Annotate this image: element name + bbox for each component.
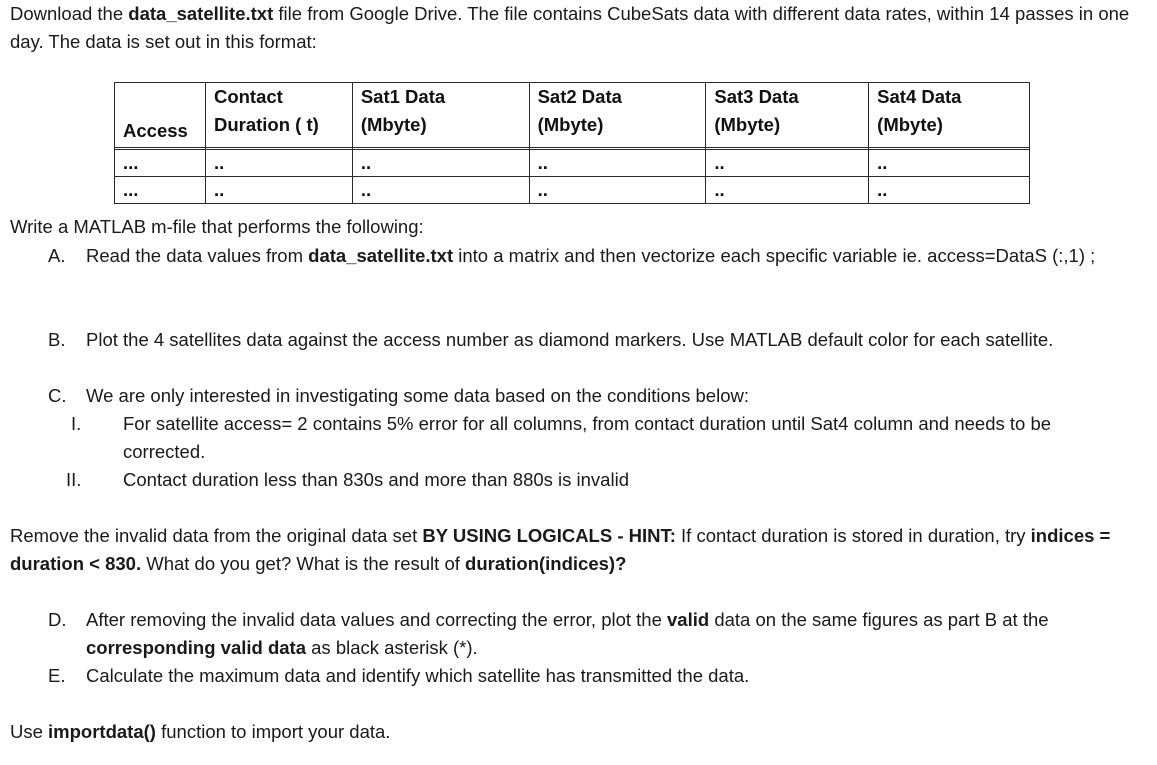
table-cell: .. — [529, 177, 706, 204]
footer-note: Use importdata() function to import your data. — [10, 721, 391, 742]
table-cell: .. — [205, 150, 352, 177]
item-c-ii-text: Contact duration less than 830s and more than 880s is invalid — [123, 469, 629, 490]
header-sat3: Sat3 Data (Mbyte) — [706, 83, 869, 148]
header-access: Access — [115, 83, 206, 148]
intro-text-2: file from Google Drive. The file contains CubeSats data with different data rates, within 14 passes in one day. The data is set out in this format: — [10, 3, 1130, 52]
item-b-text: Plot the 4 satellites data against the access number as diamond markers. Use MATLAB default color for each satellite. — [86, 329, 1054, 350]
item-c-ii-label: II. — [66, 469, 82, 490]
table-row — [115, 177, 1030, 204]
table-cell: ... — [115, 177, 206, 204]
item-e-text: Calculate the maximum data and identify which satellite has transmitted the data. — [86, 665, 750, 686]
header-sat4: Sat4 Data (Mbyte) — [869, 83, 1030, 148]
table-header-row — [115, 83, 1030, 148]
table-cell: .. — [869, 150, 1030, 177]
item-e-label: E. — [48, 665, 66, 686]
item-c-text: We are only interested in investigating some data based on the conditions below: — [86, 385, 749, 406]
item-d-label: D. — [48, 609, 67, 630]
table-row — [115, 150, 1030, 177]
item-d-text: After removing the invalid data values and correcting the error, plot the valid data on the same figures as part B at the corresponding valid data as black asterisk (*). — [86, 609, 1049, 658]
table-cell: .. — [205, 177, 352, 204]
item-c-label: C. — [48, 385, 67, 406]
intro-filename: data_satellite.txt — [128, 3, 274, 24]
table-cell: .. — [352, 177, 529, 204]
table-cell: .. — [706, 150, 869, 177]
header-sat2: Sat2 Data (Mbyte) — [529, 83, 706, 148]
item-c-i-text: For satellite access= 2 contains 5% error for all columns, from contact duration until Sat4 column and needs to be corrected. — [123, 413, 1052, 462]
remove-paragraph: Remove the invalid data from the original data set BY USING LOGICALS - HINT: If contact duration is stored in duration, try indices = duration < 830. What do you get? What is the result of duration(indices)? — [10, 525, 1111, 574]
table-cell: .. — [706, 177, 869, 204]
table-cell: ... — [115, 150, 206, 177]
intro-text-1: Download the — [10, 3, 129, 24]
table-cell: .. — [352, 150, 529, 177]
intro-paragraph — [10, 0, 1142, 56]
item-c-i-label: I. — [71, 413, 82, 434]
header-sat1: Sat1 Data (Mbyte) — [352, 83, 529, 148]
item-a-text: Read the data values from data_satellite.txt into a matrix and then vectorize each specific variable ie. access=DataS (:,1) ; — [86, 245, 1096, 266]
header-contact-duration: Contact Duration ( t) — [205, 83, 352, 148]
table-cell: .. — [529, 150, 706, 177]
data-format-table — [114, 82, 1030, 204]
item-b-label: B. — [48, 329, 66, 350]
task-intro: Write a MATLAB m-file that performs the following: — [10, 216, 424, 237]
item-a-label: A. — [48, 245, 66, 266]
table-cell: .. — [869, 177, 1030, 204]
